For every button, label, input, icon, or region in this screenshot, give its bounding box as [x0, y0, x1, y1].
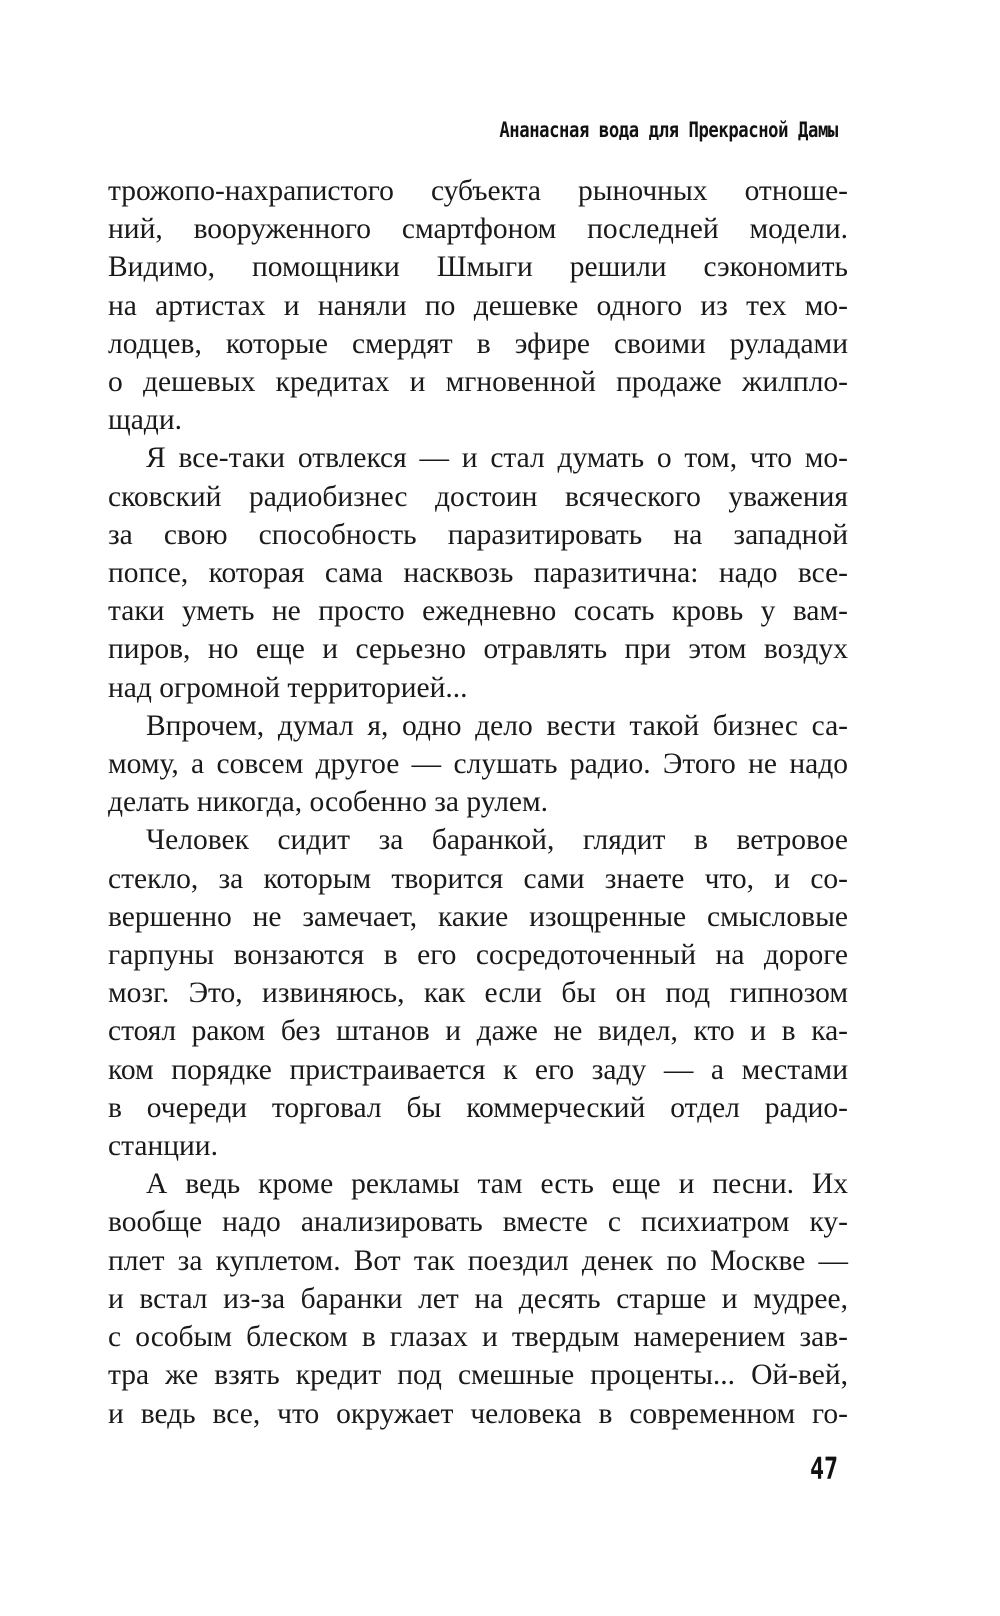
- text-line: с особым блеском в глазах и твердым намерением зав-: [108, 1321, 848, 1354]
- text-line: пиров, но еще и серьезно отравлять при этом воздух: [108, 633, 848, 666]
- text-line: щади.: [108, 404, 182, 437]
- body-text: [108, 172, 848, 1433]
- text-line: сковский радиобизнес достоин всяческого уважения: [108, 480, 848, 513]
- running-head: Ананасная вода для Прекрасной Дамы: [499, 118, 838, 142]
- paragraph: [108, 1165, 848, 1432]
- text-line: плет за куплетом. Вот так поездил денек по Москве —: [108, 1244, 848, 1277]
- text-line: лодцев, которые смердят в эфире своими руладами: [108, 327, 848, 360]
- paragraph: [108, 439, 848, 706]
- text-line: станции.: [108, 1130, 218, 1163]
- text-line: Я все-таки отвлекся — и стал думать о том, что мо-: [146, 442, 848, 475]
- text-line: А ведь кроме рекламы там есть еще и песни. Их: [146, 1168, 848, 1201]
- text-line: за свою способность паразитировать на западной: [108, 518, 848, 551]
- text-line: и ведь все, что окружает человека в современном го-: [108, 1397, 848, 1430]
- text-line: о дешевых кредитах и мгновенной продаже жилпло-: [108, 366, 848, 399]
- text-line: гарпуны вонзаются в его сосредоточенный на дороге: [108, 939, 848, 972]
- text-line: на артистах и наняли по дешевке одного из тех мо-: [108, 289, 848, 322]
- text-line: ком порядке пристраивается к его заду — а местами: [108, 1053, 848, 1086]
- text-line: Человек сидит за баранкой, глядит в ветровое: [146, 824, 848, 857]
- text-line: мозг. Это, извиняюсь, как если бы он под гипнозом: [108, 977, 848, 1010]
- text-line: тра же взять кредит под смешные проценты... Ой-вей,: [108, 1359, 848, 1392]
- paragraph: [108, 821, 848, 1165]
- text-line: вершенно не замечает, какие изощренные смысловые: [108, 900, 848, 933]
- text-line: таки уметь не просто ежедневно сосать кровь у вам-: [108, 595, 848, 628]
- paragraph: [108, 172, 848, 439]
- text-line: стекло, за которым творится сами знаете что, и со-: [108, 862, 848, 895]
- text-line: и встал из-за баранки лет на десять старше и мудрее,: [108, 1282, 848, 1315]
- text-line: попсе, которая сама насквозь паразитична: надо все-: [108, 557, 848, 590]
- text-line: вообще надо анализировать вместе с психиатром ку-: [108, 1206, 848, 1239]
- text-line: Видимо, помощники Шмыги решили сэкономить: [108, 251, 848, 284]
- text-line: делать никогда, особенно за рулем.: [108, 786, 549, 819]
- page-number: 47: [809, 1452, 838, 1487]
- text-line: трожопо-нахрапистого субъекта рыночных отноше-: [108, 175, 848, 207]
- text-line: над огромной территорией...: [108, 671, 468, 704]
- text-line: в очереди торговал бы коммерческий отдел радио-: [108, 1091, 848, 1124]
- text-line: ний, вооруженного смартфоном последней модели.: [108, 213, 848, 246]
- text-line: стоял раком без штанов и даже не видел, кто и в ка-: [108, 1015, 848, 1048]
- text-line: Впрочем, думал я, одно дело вести такой бизнес са-: [146, 709, 848, 742]
- text-line: мому, а совсем другое — слушать радио. Этого не надо: [108, 748, 848, 781]
- paragraph: [108, 707, 848, 822]
